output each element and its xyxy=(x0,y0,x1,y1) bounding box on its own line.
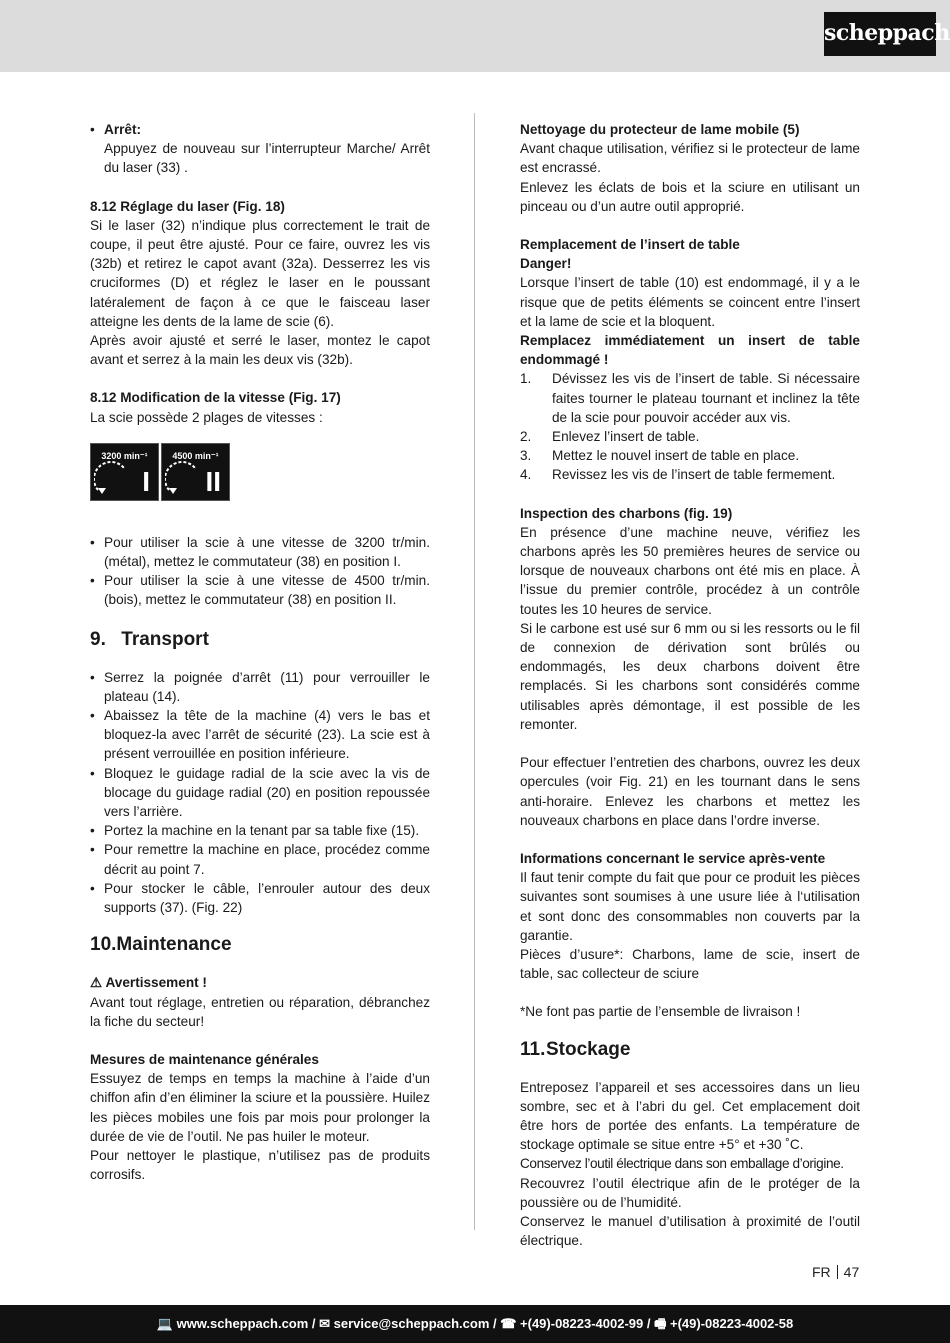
service-paragraph-1: Il faut tenir compte du fait que pour ce produit les pièces suivantes sont soumises à une usure liée à l‘utilisation et sont donc des consommables non couverts par la garantie. xyxy=(520,870,860,943)
arret-list xyxy=(90,120,430,178)
speed-1-position: I xyxy=(142,465,150,497)
list-item: 2. Enlevez l’insert de table. xyxy=(520,429,700,445)
laser-paragraph-1: Si le laser (32) n’indique plus correctement le trait de coupe, il peut être ajusté. Pour ce faire, ouvrez les vis (32b) et retirez le capot avant (32a). Desserrez les vis cruciformes (D) et réglez le laser en le poussant latéralement de façon à ce que le faisceau laser atteigne les dents de la lame de scie (6). xyxy=(90,217,430,329)
mesures-paragraph-1: Essuyez de temps en temps la machine à l’aide d’un chiffon afin d’en éliminer la sciure et la poussière. Huilez les pièces mobiles une fois par mois pour prolonger la durée de vie de l’outil. Ne pas huiler le moteur. xyxy=(90,1071,430,1144)
page-number xyxy=(812,1264,859,1280)
list-item: • Bloquez le guidage radial de la scie avec la vis de blocage du guidage radial (20) en position repoussée vers l’arrière. xyxy=(90,764,430,822)
list-item: • Serrez la poignée d’arrêt (11) pour verrouiller le plateau (14). xyxy=(90,668,430,706)
scheppach-logo: scheppach xyxy=(824,12,936,56)
page-language: FR xyxy=(812,1264,831,1280)
heading-stockage: 11.Stockage xyxy=(520,1038,631,1060)
transport-bullets xyxy=(90,668,430,918)
stockage-paragraph-2: Conservez l’outil électrique dans son emballage d’origine. xyxy=(520,1156,844,1172)
danger-label: Danger! xyxy=(520,256,572,272)
heading-transport: 9. Transport xyxy=(90,628,209,650)
list-item: • Abaissez la tête de la machine (4) vers le bas et bloquez-la avec l’arrêt de sécurité (23). La scie est à présent verrouillée en position inférieure. xyxy=(90,706,430,764)
mesures-paragraph-2: Pour nettoyer le plastique, n’utilisez pas de produits corrosifs. xyxy=(90,1147,430,1183)
speed-2-position: II xyxy=(205,465,221,497)
saw-blade-icon xyxy=(165,460,199,496)
header-bar xyxy=(0,0,950,72)
speed-intro: La scie possède 2 plages de vitesses : xyxy=(90,409,323,425)
service-title: Informations concernant le service après-vente xyxy=(520,850,826,866)
speed-1-label: 3200 min⁻¹ xyxy=(101,450,148,461)
column-divider xyxy=(474,113,475,1230)
speed-bullets xyxy=(90,533,430,610)
list-item: 1. Dévissez les vis de l’insert de table. Si nécessaire faites tourner le plateau tournant et inclinez la tête de la scie pour pouvoir accéder aux vis. xyxy=(520,371,860,425)
footer-contact-bar: 💻 www.scheppach.com / ✉ service@scheppach.com / ☎ +(49)-08223-4002-99 / 🖷 +(49)-08223-4002-58 xyxy=(0,1305,950,1343)
list-item: 4. Revissez les vis de l’insert de table fermement. xyxy=(520,467,836,483)
arret-label: Arrêt: xyxy=(104,122,142,137)
speed-2-pictogram xyxy=(161,443,230,501)
insert-steps xyxy=(520,369,860,484)
stockage-paragraph-3: Recouvrez l’outil électrique afin de le protéger de la poussière ou de l’humidité. xyxy=(520,1175,860,1210)
list-item: • Portez la machine en la tenant par sa table fixe (15). xyxy=(90,821,430,840)
service-note: *Ne font pas partie de l’ensemble de livraison ! xyxy=(520,1004,801,1020)
list-item: • Pour utiliser la scie à une vitesse de 4500 tr/min. (bois), mettez le commutateur (38) en position II. xyxy=(90,571,430,609)
warning-text: Avant tout réglage, entretien ou réparation, débranchez la fiche du secteur! xyxy=(90,994,430,1029)
charbons-title: Inspection des charbons (fig. 19) xyxy=(520,505,733,521)
nettoyage-paragraph-1: Avant chaque utilisation, vérifiez si le protecteur de lame est encrassé. xyxy=(520,141,860,176)
heading-maintenance: 10.Maintenance xyxy=(90,934,232,956)
page-number-value: 47 xyxy=(843,1264,860,1280)
arret-text: Appuyez de nouveau sur l’interrupteur Marche/ Arrêt du laser (33) . xyxy=(104,141,430,176)
list-item: • Pour utiliser la scie à une vitesse de 3200 tr/min. (métal), mettez le commutateur (38) en position I. xyxy=(90,533,430,571)
warning-title: ⚠ Avertissement ! xyxy=(90,975,207,991)
list-item: • Pour remettre la machine en place, procédez comme décrit au point 7. xyxy=(90,840,430,878)
section-8-12-speed-title: 8.12 Modification de la vitesse (Fig. 17) xyxy=(90,390,341,406)
saw-blade-icon xyxy=(94,460,128,496)
speed-2-label: 4500 min⁻¹ xyxy=(172,450,219,461)
speed-1-pictogram xyxy=(90,443,159,501)
insert-title: Remplacement de l’insert de table xyxy=(520,237,740,253)
warning-icon: ⚠ xyxy=(90,975,103,991)
left-column xyxy=(90,120,430,1184)
insert-warning: Remplacez immédiatement un insert de table endommagé ! xyxy=(520,333,860,368)
section-8-12-laser-title: 8.12 Réglage du laser (Fig. 18) xyxy=(90,198,285,214)
service-paragraph-2: Pièces d’usure*: Charbons, lame de scie, insert de table, sac collecteur de sciure xyxy=(520,946,860,982)
list-item: • Pour stocker le câble, l’enrouler autour des deux supports (37). (Fig. 22) xyxy=(90,879,430,917)
right-column xyxy=(520,120,860,1250)
charbons-paragraph-3: Pour effectuer l’entretien des charbons, ouvrez les deux opercules (voir Fig. 21) en les tournant dans le sens anti-horaire. Enlevez les charbons et mettez les nouveaux charbons en place dans l’ordre inverse. xyxy=(520,755,860,828)
stockage-paragraph-1: Entreposez l’appareil et ses accessoires dans un lieu sombre, sec et à l’abri du gel. Cet emplacement doit être hors de portée des enfants. La température de stockage optimale se situe entre +5° et +30 ˚C. xyxy=(520,1079,860,1153)
list-item: 3. Mettez le nouvel insert de table en place. xyxy=(520,448,800,464)
charbons-paragraph-2: Si le carbone est usé sur 6 mm ou si les ressorts ou le fil de connexion de dérivation sont brûlés ou endommagés, les deux charbons doivent être remplacés. Si les charbons sont considérés comme utilisables après démontage, il est possible de les remonter. xyxy=(520,620,860,732)
charbons-paragraph-1: En présence d’une machine neuve, vérifiez les charbons après les 50 premières heures de service ou lorsque de nouveaux charbons ont été mis en place. À l’issue du premier contrôle, procédez à un contrôle toutes les 10 heures de service. xyxy=(520,524,860,617)
arret-item xyxy=(90,120,430,178)
mesures-title: Mesures de maintenance générales xyxy=(90,1051,319,1067)
laser-paragraph-2: Après avoir ajusté et serré le laser, montez le capot avant et serrez à la main les deux vis (32b). xyxy=(90,333,430,368)
nettoyage-paragraph-2: Enlevez les éclats de bois et la sciure en utilisant un pinceau ou d’un autre outil approprié. xyxy=(520,179,860,214)
insert-paragraph-1: Lorsque l’insert de table (10) est endommagé, il y a le risque que de petits éléments se coincent entre l’insert et la lame de scie et la bloquent. xyxy=(520,275,860,329)
speed-figure xyxy=(90,443,430,501)
stockage-paragraph-4: Conservez le manuel d’utilisation à proximité de l’outil électrique. xyxy=(520,1213,860,1249)
nettoyage-title: Nettoyage du protecteur de lame mobile (5) xyxy=(520,122,800,137)
